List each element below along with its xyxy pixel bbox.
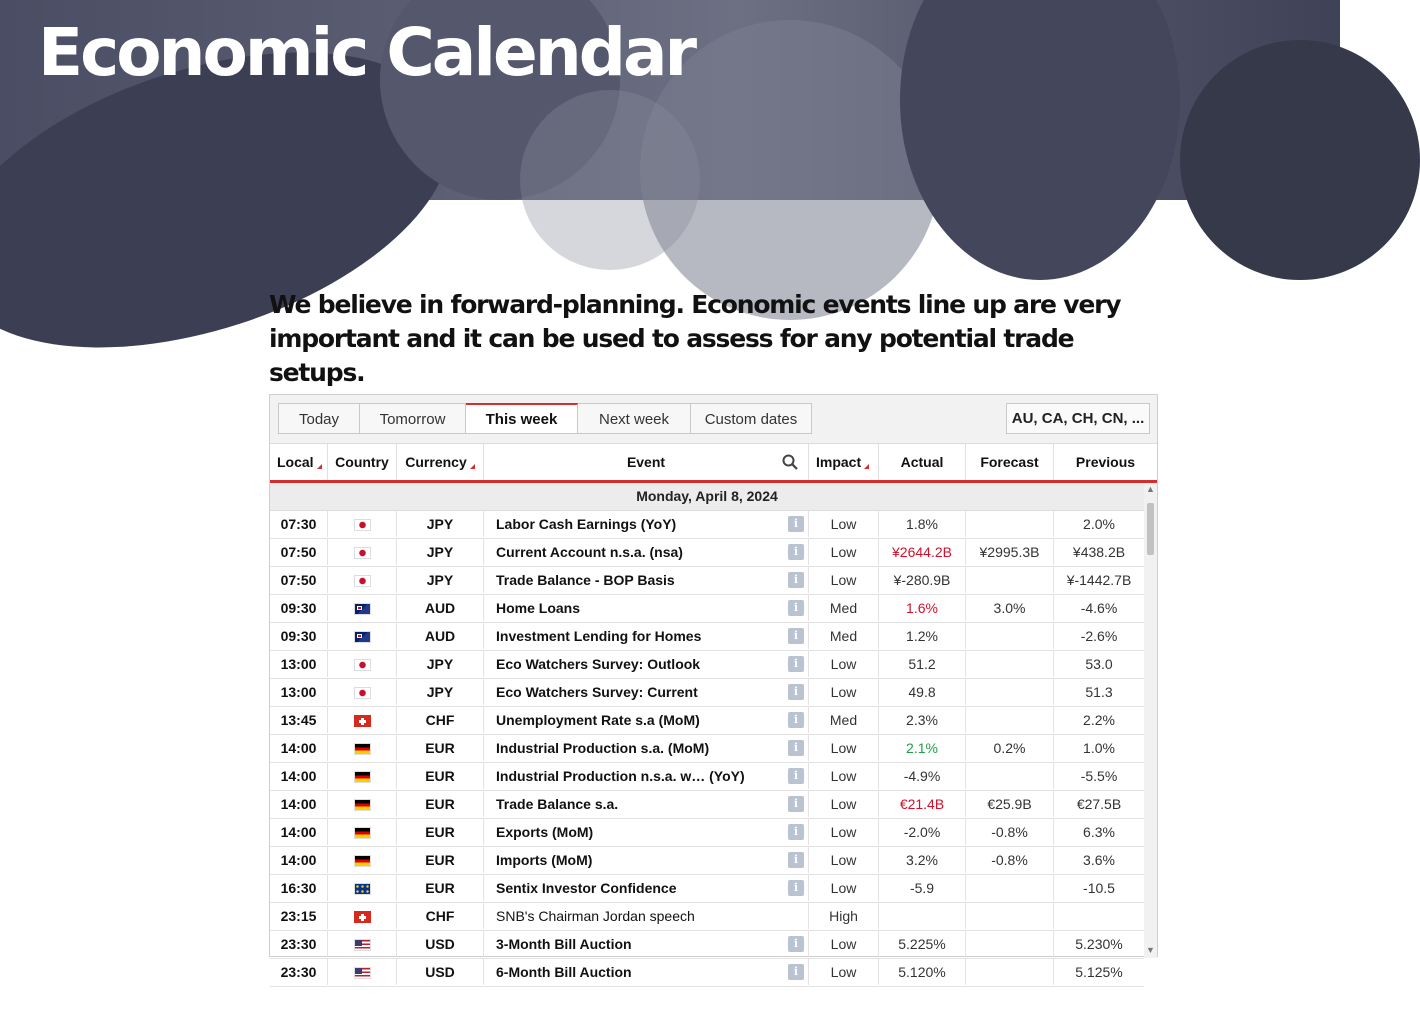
sort-icon [864, 464, 869, 469]
table-row[interactable] [270, 763, 1144, 791]
event-cell[interactable] [484, 735, 809, 761]
intro-text: We believe in forward-planning. Economic events line up are very important and it can be used to assess for any potential trade setups. [269, 290, 1121, 387]
currency: EUR [397, 735, 484, 761]
tab-this-week[interactable]: This week [466, 403, 578, 434]
country-cell [328, 623, 397, 649]
australia-flag-icon [354, 603, 371, 615]
country-cell [328, 847, 397, 873]
country-cell [328, 707, 397, 733]
vertical-scrollbar[interactable] [1144, 483, 1157, 958]
date-range-tabs [278, 403, 812, 434]
table-row[interactable] [270, 735, 1144, 763]
currency: EUR [397, 763, 484, 789]
column-header-event [484, 444, 809, 480]
impact: Low [809, 875, 879, 901]
table-row[interactable] [270, 651, 1144, 679]
currency: JPY [397, 511, 484, 537]
currency: EUR [397, 875, 484, 901]
hero-background-shape [1180, 40, 1420, 280]
currency: EUR [397, 819, 484, 845]
country-cell [328, 567, 397, 593]
column-header-previous [1054, 444, 1157, 480]
currency: CHF [397, 903, 484, 929]
usa-flag-icon [354, 967, 371, 979]
event-rows [270, 511, 1144, 987]
actual-value: 1.2% [879, 623, 966, 649]
event-name: Sentix Investor Confidence [496, 880, 677, 896]
japan-flag-icon [354, 687, 371, 699]
forecast-value [966, 511, 1054, 537]
previous-value: 5.125% [1075, 964, 1123, 980]
info-icon[interactable]: i [788, 796, 804, 812]
info-icon[interactable]: i [788, 852, 804, 868]
impact: Low [809, 539, 879, 565]
previous-value: €27.5B [1076, 796, 1122, 812]
table-row[interactable] [270, 819, 1144, 847]
local-time: 14:00 [270, 819, 328, 845]
event-name: Current Account n.s.a. (nsa) [496, 544, 683, 560]
info-icon[interactable]: i [788, 824, 804, 840]
forecast-value: -0.8% [966, 847, 1054, 873]
previous-value: 2.0% [1083, 516, 1115, 532]
sort-icon [470, 464, 475, 469]
event-name: Trade Balance - BOP Basis [496, 572, 675, 588]
info-icon[interactable]: i [788, 544, 804, 560]
event-name: Eco Watchers Survey: Outlook [496, 656, 701, 672]
country-cell [328, 875, 397, 901]
country-cell [328, 959, 397, 985]
scroll-up-arrow-icon[interactable]: ▲ [1146, 484, 1155, 494]
impact: Low [809, 819, 879, 845]
impact: Low [809, 567, 879, 593]
germany-flag-icon [354, 771, 371, 783]
forecast-value [966, 931, 1054, 957]
previous-value [1054, 903, 1144, 929]
day-group-header: Monday, April 8, 2024 [270, 483, 1144, 511]
actual-value: -2.0% [879, 819, 966, 845]
country-cell [328, 819, 397, 845]
local-time: 14:00 [270, 847, 328, 873]
info-icon[interactable]: i [788, 768, 804, 784]
country-cell [328, 595, 397, 621]
event-name: Home Loans [496, 600, 581, 616]
local-time: 07:30 [270, 511, 328, 537]
country-cell [328, 651, 397, 677]
info-icon[interactable]: i [788, 936, 804, 952]
previous-value: 5.230% [1075, 936, 1123, 952]
table-row[interactable] [270, 539, 1144, 567]
forecast-value [966, 763, 1054, 789]
local-time: 16:30 [270, 875, 328, 901]
currency: EUR [397, 847, 484, 873]
table-row[interactable] [270, 679, 1144, 707]
currency: CHF [397, 707, 484, 733]
event-cell[interactable] [484, 539, 809, 565]
event-cell[interactable] [484, 903, 809, 929]
event-cell[interactable] [484, 623, 809, 649]
event-name: SNB's Chairman Jordan speech [496, 908, 695, 924]
info-icon[interactable]: i [788, 628, 804, 644]
forecast-value [966, 623, 1054, 649]
local-time: 09:30 [270, 623, 328, 649]
hero-background-shape [520, 90, 700, 270]
column-header-actual [879, 444, 966, 480]
actual-value: ¥2644.2B [879, 539, 966, 565]
previous-value: 6.3% [1083, 824, 1115, 840]
currency: JPY [397, 539, 484, 565]
currency: USD [397, 931, 484, 957]
previous-value: 2.2% [1083, 712, 1115, 728]
info-icon[interactable]: i [788, 516, 804, 532]
country-cell [328, 511, 397, 537]
table-row[interactable] [270, 959, 1144, 987]
japan-flag-icon [354, 547, 371, 559]
impact: Low [809, 511, 879, 537]
table-row[interactable] [270, 707, 1144, 735]
currency: USD [397, 959, 484, 985]
country-cell [328, 539, 397, 565]
impact: Low [809, 791, 879, 817]
event-cell[interactable] [484, 707, 809, 733]
switzerland-flag-icon [354, 715, 371, 727]
previous-value: ¥-1442.7B [1066, 572, 1132, 588]
page-title: Economic Calendar [38, 14, 695, 91]
actual-value: 1.6% [879, 595, 966, 621]
column-header-label: Event [626, 454, 666, 470]
actual-value: 49.8 [879, 679, 966, 705]
table-row[interactable] [270, 567, 1144, 595]
country-filter-dropdown[interactable]: AU, CA, CH, CN, ... [1006, 403, 1150, 434]
table-row[interactable] [270, 875, 1144, 903]
column-header-label: Actual [900, 454, 944, 470]
info-icon[interactable]: i [788, 572, 804, 588]
australia-flag-icon [354, 631, 371, 643]
tab-next-week[interactable]: Next week [578, 403, 691, 434]
column-header-country [328, 444, 397, 480]
local-time: 23:15 [270, 903, 328, 929]
currency: JPY [397, 679, 484, 705]
previous-value: -5.5% [1080, 768, 1118, 784]
previous-value: 51.3 [1085, 684, 1113, 700]
tab-custom-dates[interactable]: Custom dates [691, 403, 812, 434]
country-cell [328, 763, 397, 789]
search-icon[interactable] [782, 454, 798, 470]
impact: Low [809, 651, 879, 677]
previous-value: -10.5 [1083, 880, 1115, 896]
column-header-label: Forecast [980, 454, 1039, 470]
japan-flag-icon [354, 659, 371, 671]
country-cell [328, 791, 397, 817]
scroll-down-arrow-icon[interactable]: ▼ [1146, 945, 1155, 955]
event-cell[interactable] [484, 791, 809, 817]
local-time: 14:00 [270, 735, 328, 761]
event-cell[interactable] [484, 511, 809, 537]
tab-today[interactable]: Today [278, 403, 360, 434]
actual-value: 1.8% [879, 511, 966, 537]
economic-calendar-widget [269, 394, 1158, 980]
scrollbar-thumb[interactable] [1147, 503, 1154, 555]
local-time: 14:00 [270, 763, 328, 789]
table-row[interactable] [270, 623, 1144, 651]
currency: AUD [397, 595, 484, 621]
event-name: Exports (MoM) [496, 824, 594, 840]
actual-value: 5.120% [879, 959, 966, 985]
tab-tomorrow[interactable]: Tomorrow [360, 403, 466, 434]
forecast-value [966, 959, 1054, 985]
local-time: 23:30 [270, 931, 328, 957]
column-header-local[interactable] [270, 444, 328, 480]
event-name: Investment Lending for Homes [496, 628, 702, 644]
forecast-value: -0.8% [966, 819, 1054, 845]
column-header-label: Impact [816, 454, 862, 470]
eu-flag-icon [354, 883, 371, 895]
event-name: Labor Cash Earnings (YoY) [496, 516, 677, 532]
info-icon[interactable]: i [788, 964, 804, 980]
column-header-forecast [966, 444, 1054, 480]
forecast-value [966, 651, 1054, 677]
impact: Low [809, 847, 879, 873]
event-cell[interactable] [484, 763, 809, 789]
info-icon[interactable]: i [788, 656, 804, 672]
table-body [270, 483, 1157, 980]
usa-flag-icon [354, 939, 371, 951]
event-name: Trade Balance s.a. [496, 796, 619, 812]
germany-flag-icon [354, 827, 371, 839]
actual-value: 5.225% [879, 931, 966, 957]
currency: EUR [397, 791, 484, 817]
japan-flag-icon [354, 519, 371, 531]
actual-value: 51.2 [879, 651, 966, 677]
previous-value: 1.0% [1083, 740, 1115, 756]
column-header-label: Country [335, 454, 389, 470]
forecast-value [966, 903, 1054, 929]
country-cell [328, 903, 397, 929]
event-cell[interactable] [484, 595, 809, 621]
impact: Med [809, 595, 879, 621]
actual-value: 2.3% [879, 707, 966, 733]
table-row[interactable] [270, 931, 1144, 959]
impact: Low [809, 735, 879, 761]
event-cell[interactable] [484, 847, 809, 873]
event-name: 3-Month Bill Auction [496, 936, 632, 952]
local-time: 13:45 [270, 707, 328, 733]
event-cell[interactable] [484, 819, 809, 845]
germany-flag-icon [354, 743, 371, 755]
forecast-value [966, 707, 1054, 733]
previous-value: 3.6% [1083, 852, 1115, 868]
previous-value: 53.0 [1085, 656, 1113, 672]
germany-flag-icon [354, 799, 371, 811]
local-time: 23:30 [270, 959, 328, 985]
local-time: 07:50 [270, 539, 328, 565]
local-time: 13:00 [270, 651, 328, 677]
column-header-label: Previous [1075, 454, 1136, 470]
impact: Med [809, 707, 879, 733]
table-row[interactable] [270, 847, 1144, 875]
actual-value: 3.2% [879, 847, 966, 873]
event-cell[interactable] [484, 875, 809, 901]
event-name: Industrial Production s.a. (MoM) [496, 740, 710, 756]
event-name: Eco Watchers Survey: Current [496, 684, 698, 700]
event-cell[interactable] [484, 651, 809, 677]
forecast-value [966, 567, 1054, 593]
event-cell[interactable] [484, 679, 809, 705]
germany-flag-icon [354, 855, 371, 867]
table-header [270, 444, 1157, 483]
country-cell [328, 931, 397, 957]
actual-value: -4.9% [879, 763, 966, 789]
local-time: 07:50 [270, 567, 328, 593]
event-cell[interactable] [484, 931, 809, 957]
currency: AUD [397, 623, 484, 649]
local-time: 13:00 [270, 679, 328, 705]
event-name: Industrial Production n.s.a. w… (YoY) [496, 768, 745, 784]
info-icon[interactable]: i [788, 684, 804, 700]
forecast-value: €25.9B [966, 791, 1054, 817]
actual-value: 2.1% [879, 735, 966, 761]
switzerland-flag-icon [354, 911, 371, 923]
local-time: 14:00 [270, 791, 328, 817]
local-time: 09:30 [270, 595, 328, 621]
info-icon[interactable]: i [788, 600, 804, 616]
table-row[interactable] [270, 511, 1144, 539]
column-header-currency[interactable] [397, 444, 484, 480]
actual-value [879, 903, 966, 929]
previous-value: ¥438.2B [1072, 544, 1126, 560]
japan-flag-icon [354, 575, 371, 587]
previous-value: -4.6% [1080, 600, 1118, 616]
info-icon[interactable]: i [788, 880, 804, 896]
country-cell [328, 735, 397, 761]
actual-value: ¥-280.9B [879, 567, 966, 593]
impact: Low [809, 931, 879, 957]
column-header-label: Currency [405, 454, 467, 470]
forecast-value [966, 679, 1054, 705]
impact: Low [809, 959, 879, 985]
country-cell [328, 679, 397, 705]
forecast-value: 0.2% [966, 735, 1054, 761]
currency: JPY [397, 651, 484, 677]
table-row[interactable] [270, 595, 1144, 623]
actual-value: -5.9 [879, 875, 966, 901]
forecast-value: ¥2995.3B [966, 539, 1054, 565]
sort-icon [317, 464, 322, 469]
table-row[interactable] [270, 791, 1144, 819]
column-header-label: Local [277, 454, 314, 470]
actual-value: €21.4B [879, 791, 966, 817]
event-cell[interactable] [484, 567, 809, 593]
hero-background-shape [900, 0, 1180, 280]
info-icon[interactable]: i [788, 740, 804, 756]
event-cell[interactable] [484, 959, 809, 985]
currency: JPY [397, 567, 484, 593]
column-header-impact[interactable] [809, 444, 879, 480]
forecast-value: 3.0% [966, 595, 1054, 621]
previous-value: -2.6% [1080, 628, 1118, 644]
impact: Low [809, 763, 879, 789]
event-name: Imports (MoM) [496, 852, 593, 868]
impact: Med [809, 623, 879, 649]
calendar-toolbar [270, 395, 1157, 444]
forecast-value [966, 875, 1054, 901]
info-icon[interactable]: i [788, 712, 804, 728]
impact: Low [809, 679, 879, 705]
table-row[interactable] [270, 903, 1144, 931]
hero-banner [0, 0, 1340, 200]
event-name: 6-Month Bill Auction [496, 964, 632, 980]
event-name: Unemployment Rate s.a (MoM) [496, 712, 700, 728]
impact: High [809, 903, 879, 929]
